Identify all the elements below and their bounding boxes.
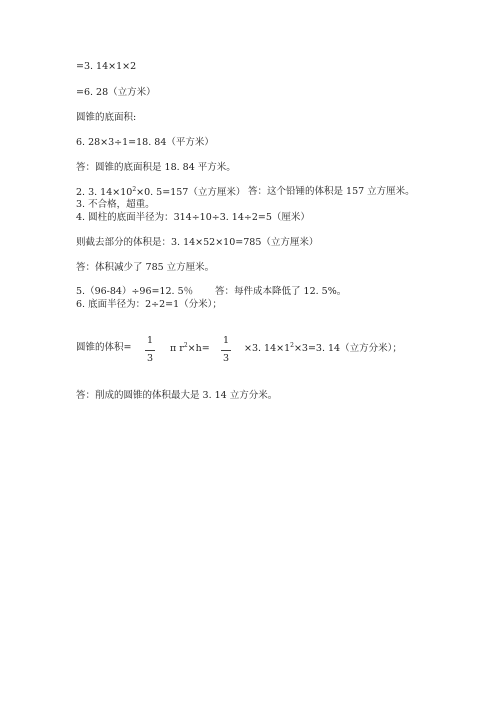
- fraction-one-third-2: [219, 336, 233, 366]
- cone-base-area-label: 圆锥的底面积:: [76, 112, 137, 123]
- cone-volume-calc-end: ×3=3. 14（立方分米）；: [293, 343, 402, 354]
- cone-volume-calc: [244, 343, 402, 354]
- times-h: ×h=: [187, 343, 210, 354]
- calc-line-1: =3. 14×1×2: [76, 61, 137, 72]
- problem-2-answer: 答：这个铅锤的体积是 157 立方厘米。: [248, 186, 415, 197]
- problem-2-calc-start: 2. 3. 14×10: [76, 187, 133, 198]
- pi-r-squared-h: [170, 343, 210, 354]
- problem-3-line: 3. 不合格，超重。: [76, 199, 155, 210]
- cone-volume-answer: 答：削成的圆锥的体积最大是 3. 14 立方分米。: [76, 390, 278, 401]
- superscript-two: 2: [132, 186, 137, 193]
- problem-4-line: 4. 圆柱的底面半径为：314÷10÷3. 14÷2=5（厘米）: [76, 212, 310, 223]
- cone-base-area-answer: 答：圆锥的底面积是 18. 84 平方米。: [76, 162, 236, 173]
- fraction-denominator: 3: [146, 353, 154, 364]
- fraction-bar: [145, 350, 155, 351]
- cone-base-area-calc: 6. 28×3÷1=18. 84（平方米）: [76, 137, 214, 148]
- cutoff-volume-answer: 答：体积减少了 785 立方厘米。: [76, 262, 215, 273]
- fraction-numerator: 1: [222, 335, 230, 346]
- cone-volume-label: 圆锥的体积=: [76, 342, 132, 353]
- fraction-denominator: 3: [222, 353, 230, 364]
- problem-6-radius: 6. 底面半径为：2÷2=1（分米）；: [76, 299, 222, 310]
- superscript-two: 2: [183, 342, 188, 349]
- cone-volume-calc-start: ×3. 14×1: [244, 343, 291, 354]
- superscript-two: 2: [290, 342, 294, 349]
- fraction-bar: [221, 350, 231, 351]
- fraction-numerator: 1: [146, 335, 154, 346]
- problem-2-line: [76, 187, 245, 198]
- problem-5-calc: 5.（96-84）÷96=12. 5％: [76, 286, 194, 297]
- problem-5-answer: 答：每件成本降低了 12. 5%。: [215, 286, 347, 297]
- pi-r: π r: [170, 343, 184, 354]
- fraction-one-third-1: [143, 336, 157, 366]
- calc-line-2: =6. 28（立方米）: [76, 87, 156, 98]
- problem-2-calc-end: ×0. 5=157（立方厘米）: [136, 187, 246, 198]
- cutoff-volume-calc: 则截去部分的体积是：3. 14×52×10=785（立方厘米）: [76, 237, 319, 248]
